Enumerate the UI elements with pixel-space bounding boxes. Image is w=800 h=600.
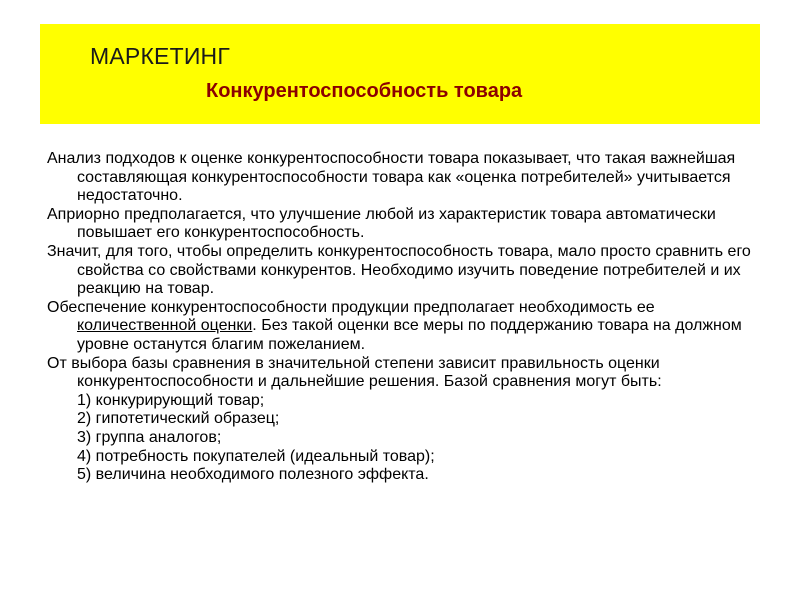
list-item-1: 1) конкурирующий товар; xyxy=(77,391,265,409)
paragraph-1: Анализ подходов к оценке конкурентоспособности товара показывает, что такая важнейшая составляющая конкурентоспособности товара как «оценка потребителей» учитывается недостаточно. xyxy=(47,150,736,205)
header-banner xyxy=(40,24,760,124)
paragraph-5: От выбора базы сравнения в значительной степени зависит правильность оценки конкурентоспособности и дальнейшие решения. Базой сравнения могут быть: xyxy=(47,354,662,391)
quantitative-assessment-link[interactable]: количественной оценки xyxy=(77,317,253,335)
paragraph-4-end: . Без такой оценки все меры по поддержанию товара на должном уровне останутся благим пожеланием. xyxy=(77,317,742,353)
paragraph-4-start: Обеспечение конкурентоспособности продукции предполагает необходимость ее xyxy=(47,298,655,316)
list-item-2: 2) гипотетический образец; xyxy=(77,410,280,428)
paragraph-3: Значит, для того, чтобы определить конкурентоспособность товара, мало просто сравнить его свойства со свойствами конкурентов. Необходимо изучить поведение потребителей и их реакцию на товар. xyxy=(47,242,751,298)
paragraph-2: Априорно предполагается, что улучшение любой из характеристик товара автоматически повышает его конкурентоспособность. xyxy=(47,205,716,242)
slide-subtitle: Конкурентоспособность товара xyxy=(206,80,523,102)
slide-title: МАРКЕТИНГ xyxy=(90,43,231,69)
list-item-5: 5) величина необходимого полезного эффекта. xyxy=(77,466,429,484)
list-item-3: 3) группа аналогов; xyxy=(77,428,222,446)
slide-body xyxy=(47,150,757,485)
list-item-4: 4) потребность покупателей (идеальный товар); xyxy=(77,447,435,465)
paragraph-4 xyxy=(47,299,757,355)
